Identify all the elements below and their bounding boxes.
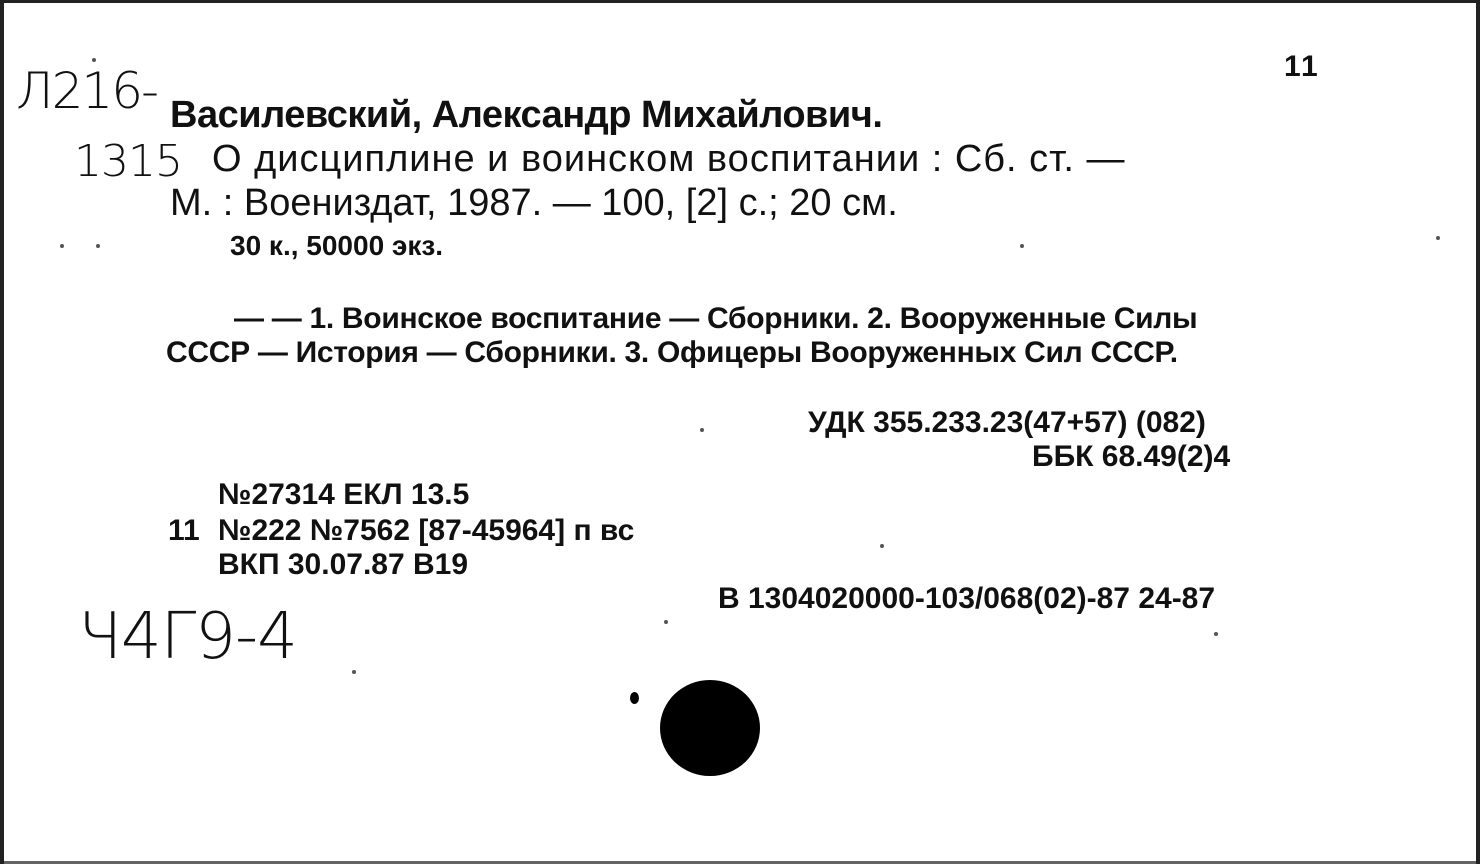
card-top-edge — [0, 0, 1480, 3]
accession-line-1: №27314 ЕКЛ 13.5 — [218, 478, 470, 511]
accession-line-3: ВКП 30.07.87 В19 — [218, 548, 469, 581]
publisher-code-line: В 1304020000-103/068(02)-87 24-87 — [718, 582, 1216, 615]
handwritten-number: 1315 — [74, 136, 182, 187]
title-line: О дисциплине и воинском воспитании : Сб. ст. — — [212, 138, 1126, 180]
accession-line-2: №222 №7562 [87-45964] п вс — [218, 514, 635, 547]
scan-speck — [92, 58, 96, 62]
scan-speck — [1214, 632, 1218, 636]
handwritten-bottom-code: Ч4Г9-4 — [78, 600, 297, 674]
corner-mark: 11 — [1284, 50, 1320, 83]
scan-speck — [1436, 236, 1440, 240]
author-heading: Василевский, Александр Михайлович. — [170, 94, 883, 136]
price-run-line: 30 к., 50000 экз. — [230, 230, 444, 261]
scan-speck — [880, 544, 884, 548]
scan-speck — [1020, 244, 1024, 248]
punch-hole — [660, 680, 760, 776]
scan-speck — [700, 428, 704, 432]
card-left-edge — [0, 0, 4, 864]
handwritten-shelf-mark: Л216- — [16, 62, 158, 120]
udk-classification: УДК 355.233.23(47+57) (082) — [808, 406, 1206, 439]
subject-headings-line-1: — — 1. Воинское воспитание — Сборники. 2. Вооруженные Силы — [234, 302, 1198, 335]
subject-headings-line-2: СССР — История — Сборники. 3. Офицеры Вооруженных Сил СССР. — [166, 336, 1178, 369]
accession-mark: 11 — [168, 514, 200, 547]
scan-speck — [60, 244, 64, 248]
scan-speck — [352, 670, 356, 674]
scan-speck — [96, 244, 100, 248]
card-right-edge — [1476, 0, 1480, 864]
imprint-line: М. : Воениздат, 1987. — 100, [2] с.; 20 см. — [170, 182, 898, 224]
ink-speck — [630, 692, 639, 704]
bbk-classification: ББК 68.49(2)4 — [1032, 440, 1231, 473]
scan-speck — [664, 620, 668, 624]
